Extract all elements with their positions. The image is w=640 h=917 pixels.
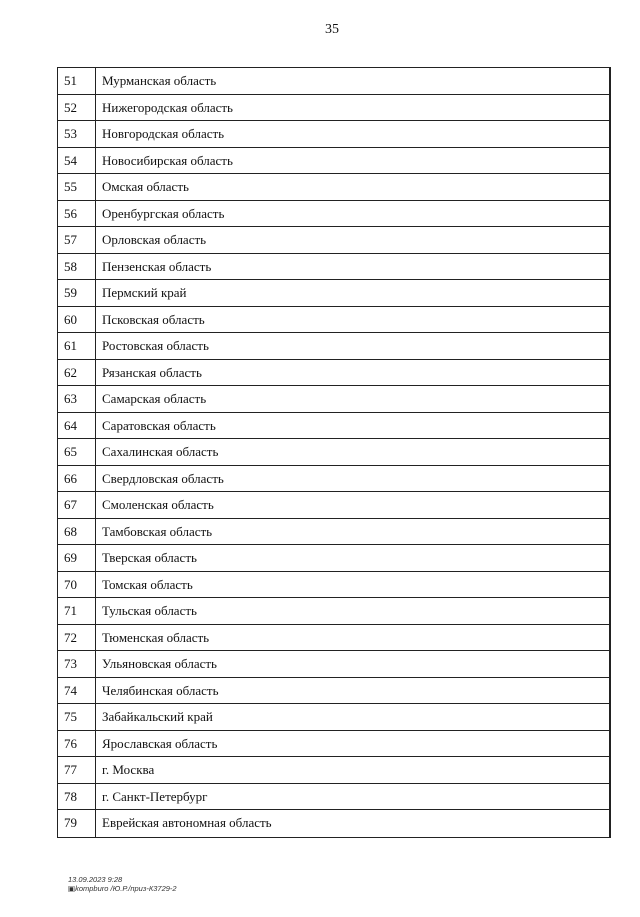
region-name: Тульская область <box>102 603 197 618</box>
region-name: Ростовская область <box>102 338 209 353</box>
row-number: 55 <box>58 174 96 200</box>
table-row <box>58 254 609 281</box>
table-row <box>58 386 609 413</box>
row-number: 77 <box>58 757 96 783</box>
table-row <box>58 625 609 652</box>
row-number: 74 <box>58 678 96 704</box>
region-name: Тверская область <box>102 550 197 565</box>
row-number: 61 <box>58 333 96 359</box>
row-number: 53 <box>58 121 96 147</box>
footer-date: 13.09.2023 9:28 <box>68 875 123 884</box>
row-number: 56 <box>58 201 96 227</box>
row-number: 57 <box>58 227 96 253</box>
row-number: 52 <box>58 95 96 121</box>
row-number: 71 <box>58 598 96 624</box>
table-row <box>58 68 609 95</box>
region-name: Смоленская область <box>102 497 214 512</box>
row-number: 72 <box>58 625 96 651</box>
row-number: 65 <box>58 439 96 465</box>
table-row <box>58 307 609 334</box>
table-row <box>58 545 609 572</box>
table-row <box>58 519 609 546</box>
row-number: 76 <box>58 731 96 757</box>
row-number: 51 <box>58 68 96 94</box>
table-row <box>58 333 609 360</box>
region-name: Забайкальский край <box>102 709 213 724</box>
regions-table <box>57 67 611 838</box>
row-number: 67 <box>58 492 96 518</box>
row-number: 79 <box>58 810 96 837</box>
row-number: 70 <box>58 572 96 598</box>
table-row <box>58 360 609 387</box>
region-name: Тюменская область <box>102 629 210 645</box>
table-row <box>58 572 609 599</box>
table-row <box>58 810 609 837</box>
region-name: Ульяновская область <box>102 656 217 671</box>
table-row <box>58 678 609 705</box>
table-row <box>58 95 609 122</box>
page-number: 35 <box>325 22 339 37</box>
row-number: 62 <box>58 360 96 386</box>
table-row <box>58 598 609 625</box>
region-name: Оренбургская область <box>102 205 225 221</box>
document-footer <box>68 875 177 893</box>
footer-path <box>68 884 177 893</box>
region-name: Омская область <box>102 179 189 194</box>
table-row <box>58 201 609 228</box>
region-name: Челябинская область <box>102 682 219 698</box>
table-row <box>58 280 609 307</box>
region-name: Рязанская область <box>102 364 202 380</box>
row-number: 75 <box>58 704 96 730</box>
table-row <box>58 757 609 784</box>
row-number: 68 <box>58 519 96 545</box>
region-name: Пермский край <box>102 285 187 300</box>
region-name: Новосибирская область <box>102 152 233 168</box>
row-number: 66 <box>58 466 96 492</box>
table-row <box>58 413 609 440</box>
region-name: Саратовская область <box>102 417 216 433</box>
region-name: Еврейская автономная область <box>102 815 272 830</box>
table-row <box>58 174 609 201</box>
table-row <box>58 651 609 678</box>
row-number: 69 <box>58 545 96 571</box>
region-name: Пензенская область <box>102 258 212 274</box>
region-name: Томская область <box>102 576 193 592</box>
region-name: Нижегородская область <box>102 99 233 115</box>
row-number: 73 <box>58 651 96 677</box>
region-name: г. Санкт-Петербург <box>102 788 208 804</box>
row-number: 59 <box>58 280 96 306</box>
region-name: Тамбовская область <box>102 523 213 539</box>
row-number: 64 <box>58 413 96 439</box>
document-icon: ▣ <box>68 884 76 893</box>
row-number: 78 <box>58 784 96 810</box>
row-number: 60 <box>58 307 96 333</box>
region-name: Свердловская область <box>102 470 224 486</box>
table-row <box>58 227 609 254</box>
region-name: Ярославская область <box>102 735 218 751</box>
region-name: г. Москва <box>102 762 155 777</box>
table-row <box>58 148 609 175</box>
region-name: Псковская область <box>102 311 205 327</box>
table-row <box>58 492 609 519</box>
row-number: 54 <box>58 148 96 174</box>
row-number: 58 <box>58 254 96 280</box>
table-row <box>58 466 609 493</box>
region-name: Новгородская область <box>102 126 225 141</box>
table-row <box>58 121 609 148</box>
table-row <box>58 704 609 731</box>
table-row <box>58 784 609 811</box>
region-name: Сахалинская область <box>102 444 219 459</box>
region-name: Орловская область <box>102 232 207 247</box>
region-name: Мурманская область <box>102 73 217 88</box>
table-row <box>58 439 609 466</box>
footer-path-text: kompburo /Ю.Р./приз-К3729-2 <box>75 884 177 893</box>
row-number: 63 <box>58 386 96 412</box>
region-name: Самарская область <box>102 391 207 406</box>
table-row <box>58 731 609 758</box>
